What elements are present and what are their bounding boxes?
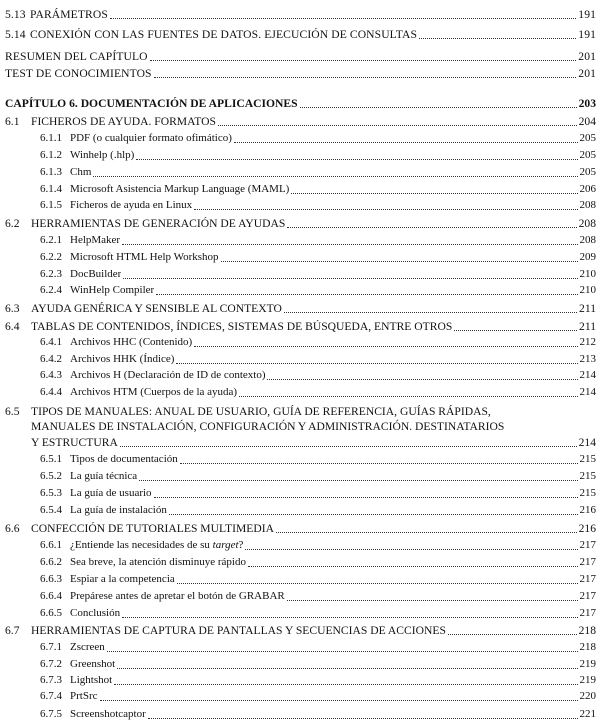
toc-entry-page: 217: [579, 590, 596, 602]
toc-entry-page: 208: [579, 199, 596, 211]
toc-entry-number: 6.4.2: [40, 353, 62, 365]
toc-entry-page: 214: [579, 386, 596, 398]
toc-entry-number: 5.14: [5, 28, 26, 41]
dot-leader: [177, 582, 578, 584]
dot-leader: [276, 531, 577, 533]
toc-entry-number: 6.7.2: [40, 658, 62, 670]
toc-entry-title: DocBuilder: [70, 268, 122, 280]
dot-leader: [122, 243, 577, 245]
toc-entry-page: 219: [579, 658, 596, 670]
dot-leader: [239, 395, 577, 397]
toc-entry-resumen: [0, 48, 600, 65]
toc-entry-page: 214: [579, 369, 596, 381]
toc-subsection-6-7-3: [0, 672, 600, 689]
dot-leader: [154, 496, 578, 498]
toc-entry-title: La guía técnica: [70, 470, 138, 482]
toc-entry-page: 212: [579, 336, 596, 348]
toc-entry-page: 210: [579, 268, 596, 280]
toc-entry-title: Conclusión: [70, 607, 121, 619]
toc-subsection-6-4-1: [0, 334, 600, 351]
toc-subsection-6-2-1: [0, 232, 600, 249]
toc-entry-title: TABLAS DE CONTENIDOS, ÍNDICES, SISTEMAS DE BÚSQUEDA, ENTRE OTROS: [31, 320, 453, 333]
toc-entry-number: 6.3: [5, 302, 20, 315]
toc-entry-number: 6.1.3: [40, 166, 62, 178]
dot-leader: [454, 329, 577, 331]
toc-entry-page: 216: [578, 522, 596, 535]
toc-subsection-6-5-3: [0, 485, 600, 502]
toc-entry-title: ¿Entiende las necesidades de su target?: [70, 539, 244, 551]
toc-subsection-6-4-3: [0, 367, 600, 384]
toc-section-6-1: [0, 113, 600, 130]
toc-entry-page: 208: [579, 234, 596, 246]
toc-entry-page: 211: [579, 302, 596, 315]
toc-subsection-6-2-3: [0, 266, 600, 283]
toc-entry-page: 213: [579, 353, 596, 365]
toc-entry-title: HelpMaker: [70, 234, 121, 246]
dot-leader: [114, 683, 577, 685]
toc-entry-title: La guía de instalación: [70, 504, 167, 516]
dot-leader: [287, 599, 578, 601]
toc-subsection-6-5-2: [0, 468, 600, 485]
toc-subsection-6-5-1: [0, 451, 600, 468]
toc-subsection-6-4-4: [0, 384, 600, 401]
dot-leader: [267, 378, 577, 380]
toc-entry-page: 217: [579, 607, 596, 619]
toc-entry-test: [0, 65, 600, 82]
toc-entry-number: 6.1.2: [40, 149, 62, 161]
toc-entry-title: La guía de usuario: [70, 487, 152, 499]
toc-chapter-6: [0, 95, 600, 112]
dot-leader: [291, 192, 577, 194]
toc-subsection-6-7-2: [0, 656, 600, 673]
toc-entry-title: Archivos HHC (Contenido): [70, 336, 193, 348]
toc-entry-number: 6.1.5: [40, 199, 62, 211]
dot-leader: [176, 362, 577, 364]
toc-subsection-6-4-2: [0, 351, 600, 368]
toc-entry-number: 6.6.1: [40, 539, 62, 551]
dot-leader: [148, 717, 578, 719]
dot-leader: [194, 208, 577, 210]
toc-subsection-6-6-4: [0, 588, 600, 605]
toc-entry-number: 6.4.4: [40, 386, 62, 398]
toc-entry-title: Screenshotcaptor: [70, 708, 146, 720]
toc-entry-page: 218: [579, 641, 596, 653]
toc-entry-number: 6.6.2: [40, 556, 62, 568]
toc-entry-number: 6.6: [5, 522, 20, 535]
toc-entry-number: 6.4.3: [40, 369, 62, 381]
toc-entry-number: 6.2.4: [40, 284, 62, 296]
dot-leader: [194, 345, 577, 347]
toc-entry-title: Microsoft HTML Help Workshop: [70, 251, 219, 263]
dot-leader: [419, 37, 576, 39]
dot-leader: [248, 565, 578, 567]
toc-entry-page: 210: [579, 284, 596, 296]
toc-subsection-6-1-5: [0, 197, 600, 214]
toc-entry-number: 6.2: [5, 217, 20, 230]
toc-entry-page: 205: [579, 166, 596, 178]
toc-entry-page: 215: [579, 470, 596, 482]
dot-leader: [284, 311, 577, 313]
toc-entry-5-13: [0, 6, 600, 23]
toc-entry-title: Ficheros de ayuda en Linux: [70, 199, 193, 211]
dot-leader: [136, 158, 577, 160]
toc-entry-title: Chm: [70, 166, 92, 178]
toc-entry-title: CONEXIÓN CON LAS FUENTES DE DATOS. EJECUCIÓN DE CONSULTAS: [30, 28, 418, 41]
toc-section-6-3: [0, 300, 600, 317]
toc-entry-page: 219: [579, 674, 596, 686]
toc-entry-page: 217: [579, 539, 596, 551]
toc-entry-title: Greenshot: [70, 658, 116, 670]
toc-entry-title: Archivos HHK (Índice): [70, 353, 175, 365]
toc-entry-page: 209: [579, 251, 596, 263]
dot-leader: [122, 616, 577, 618]
toc-entry-number: 6.1: [5, 115, 20, 128]
toc-subsection-6-1-1: [0, 130, 600, 147]
toc-entry-title: Microsoft Asistencia Markup Language (MAML): [70, 183, 290, 195]
toc-entry-page: 203: [578, 97, 596, 110]
toc-subsection-6-7-5: [0, 690, 600, 720]
toc-entry-title: PARÁMETROS: [30, 8, 108, 21]
toc-entry-page: 206: [579, 183, 596, 195]
toc-entry-title: TEST DE CONOCIMIENTOS: [5, 67, 152, 80]
toc-entry-number: 6.4.1: [40, 336, 62, 348]
dot-leader: [123, 277, 577, 279]
toc-entry-title: Zscreen: [70, 641, 105, 653]
toc-entry-page: 216: [579, 504, 596, 516]
toc-entry-title: HERRAMIENTAS DE GENERACIÓN DE AYUDAS: [31, 217, 286, 230]
dot-leader: [180, 462, 578, 464]
toc-section-6-5-line2: [0, 418, 600, 435]
toc-entry-number: 6.5.1: [40, 453, 62, 465]
toc-entry-page: 221: [579, 708, 596, 720]
toc-entry-title: RESUMEN DEL CAPÍTULO: [5, 50, 148, 63]
dot-leader: [156, 293, 577, 295]
toc-entry-page: 215: [579, 487, 596, 499]
toc-entry-page: 218: [578, 624, 596, 637]
toc-entry-title: Archivos HTM (Cuerpos de la ayuda): [70, 386, 238, 398]
toc-subsection-6-6-1: [0, 537, 600, 554]
toc-entry-page: 204: [578, 115, 596, 128]
toc-entry-number: 6.1.4: [40, 183, 62, 195]
dot-leader: [154, 76, 577, 78]
toc-entry-title: Winhelp (.hlp): [70, 149, 135, 161]
toc-entry-number: 6.1.1: [40, 132, 62, 144]
toc-entry-title-line1: TIPOS DE MANUALES: ANUAL DE USUARIO, GUÍA DE REFERENCIA, GUÍAS RÁPIDAS,: [31, 405, 491, 418]
toc-entry-page: 191: [578, 8, 596, 21]
toc-entry-page: 191: [578, 28, 596, 41]
dot-leader: [110, 17, 576, 19]
toc-entry-page: 214: [578, 436, 596, 449]
toc-entry-title: CONFECCIÓN DE TUTORIALES MULTIMEDIA: [31, 522, 274, 535]
toc-subsection-6-7-1: [0, 639, 600, 656]
toc-entry-title: AYUDA GENÉRICA Y SENSIBLE AL CONTEXTO: [31, 302, 282, 315]
toc-entry-page: 220: [579, 690, 596, 702]
dot-leader: [300, 106, 577, 108]
toc-subsection-6-1-3: [0, 164, 600, 181]
toc-entry-title: PrtSrc: [70, 690, 98, 702]
dot-leader: [169, 513, 578, 515]
toc-entry-title-line2: MANUALES DE INSTALACIÓN, CONFIGURACIÓN Y ADMINISTRACIÓN. DESTINATARIOS: [31, 420, 505, 433]
toc-section-6-4: [0, 318, 600, 335]
toc-entry-number: 6.2.1: [40, 234, 62, 246]
toc-entry-title: PDF (o cualquier formato ofimático): [70, 132, 232, 144]
dot-leader: [120, 445, 577, 447]
toc-entry-page: 217: [579, 573, 596, 585]
toc-entry-page: 208: [578, 217, 596, 230]
toc-entry-page: 211: [579, 320, 596, 333]
toc-entry-number: 6.6.3: [40, 573, 62, 585]
toc-subsection-6-5-4: [0, 502, 600, 519]
toc-entry-page: 217: [579, 556, 596, 568]
dot-leader: [93, 175, 577, 177]
toc-entry-number: 6.7.3: [40, 674, 62, 686]
toc-entry-page: 215: [579, 453, 596, 465]
chapter-title: CAPÍTULO 6. DOCUMENTACIÓN DE APLICACIONES: [5, 97, 298, 110]
toc-subsection-6-2-4: [0, 282, 600, 299]
dot-leader: [117, 667, 577, 669]
dot-leader: [150, 59, 577, 61]
toc-entry-number: 6.7: [5, 624, 20, 637]
toc-entry-page: 205: [579, 132, 596, 144]
toc-section-6-5: [0, 434, 600, 451]
toc-entry-number: 6.2.2: [40, 251, 62, 263]
toc-subsection-6-2-2: [0, 249, 600, 266]
dot-leader: [245, 548, 577, 550]
toc-section-6-7: [0, 622, 600, 639]
dot-leader: [287, 226, 576, 228]
toc-entry-page: 201: [578, 67, 596, 80]
toc-entry-number: 6.7.5: [40, 708, 62, 720]
dot-leader: [139, 479, 577, 481]
toc-entry-number: 6.4: [5, 320, 20, 333]
dot-leader: [107, 650, 578, 652]
toc-entry-number: 6.5.4: [40, 504, 62, 516]
toc-entry-number: 6.5: [5, 405, 20, 418]
toc-entry-number: 6.5.3: [40, 487, 62, 499]
toc-entry-title: Sea breve, la atención disminuye rápido: [70, 556, 246, 568]
toc-entry-page: 205: [579, 149, 596, 161]
toc-entry-title: WinHelp Compiler: [70, 284, 155, 296]
toc-entry-number: 6.2.3: [40, 268, 62, 280]
toc-entry-title: Espiar a la competencia: [70, 573, 175, 585]
toc-entry-page: 201: [578, 50, 596, 63]
toc-entry-title: Lightshot: [70, 674, 113, 686]
toc-entry-5-14: [0, 26, 600, 43]
toc-entry-title: Tipos de documentación: [70, 453, 178, 465]
dot-leader: [448, 633, 577, 635]
toc-entry-title: Prepárese antes de apretar el botón de GRABAR: [70, 590, 285, 602]
toc-entry-title: Archivos H (Declaración de ID de contexto): [70, 369, 266, 381]
toc-subsection-6-1-4: [0, 181, 600, 198]
toc-entry-number: 6.5.2: [40, 470, 62, 482]
toc-section-6-6: [0, 520, 600, 537]
toc-subsection-6-6-2: [0, 554, 600, 571]
toc-subsection-6-1-2: [0, 147, 600, 164]
toc-entry-number: 6.6.5: [40, 607, 62, 619]
toc-subsection-6-6-3: [0, 571, 600, 588]
dot-leader: [218, 124, 577, 126]
toc-section-6-2: [0, 215, 600, 232]
toc-entry-number: 5.13: [5, 8, 26, 21]
toc-entry-number: 6.7.1: [40, 641, 62, 653]
toc-entry-title: Y ESTRUCTURA: [31, 436, 118, 449]
dot-leader: [221, 260, 578, 262]
toc-subsection-6-6-5: [0, 605, 600, 622]
dot-leader: [234, 141, 578, 143]
toc-entry-number: 6.6.4: [40, 590, 62, 602]
toc-entry-title: HERRAMIENTAS DE CAPTURA DE PANTALLAS Y SECUENCIAS DE ACCIONES: [31, 624, 446, 637]
toc-entry-title: FICHEROS DE AYUDA. FORMATOS: [31, 115, 216, 128]
toc-entry-number: 6.7.4: [40, 690, 62, 702]
